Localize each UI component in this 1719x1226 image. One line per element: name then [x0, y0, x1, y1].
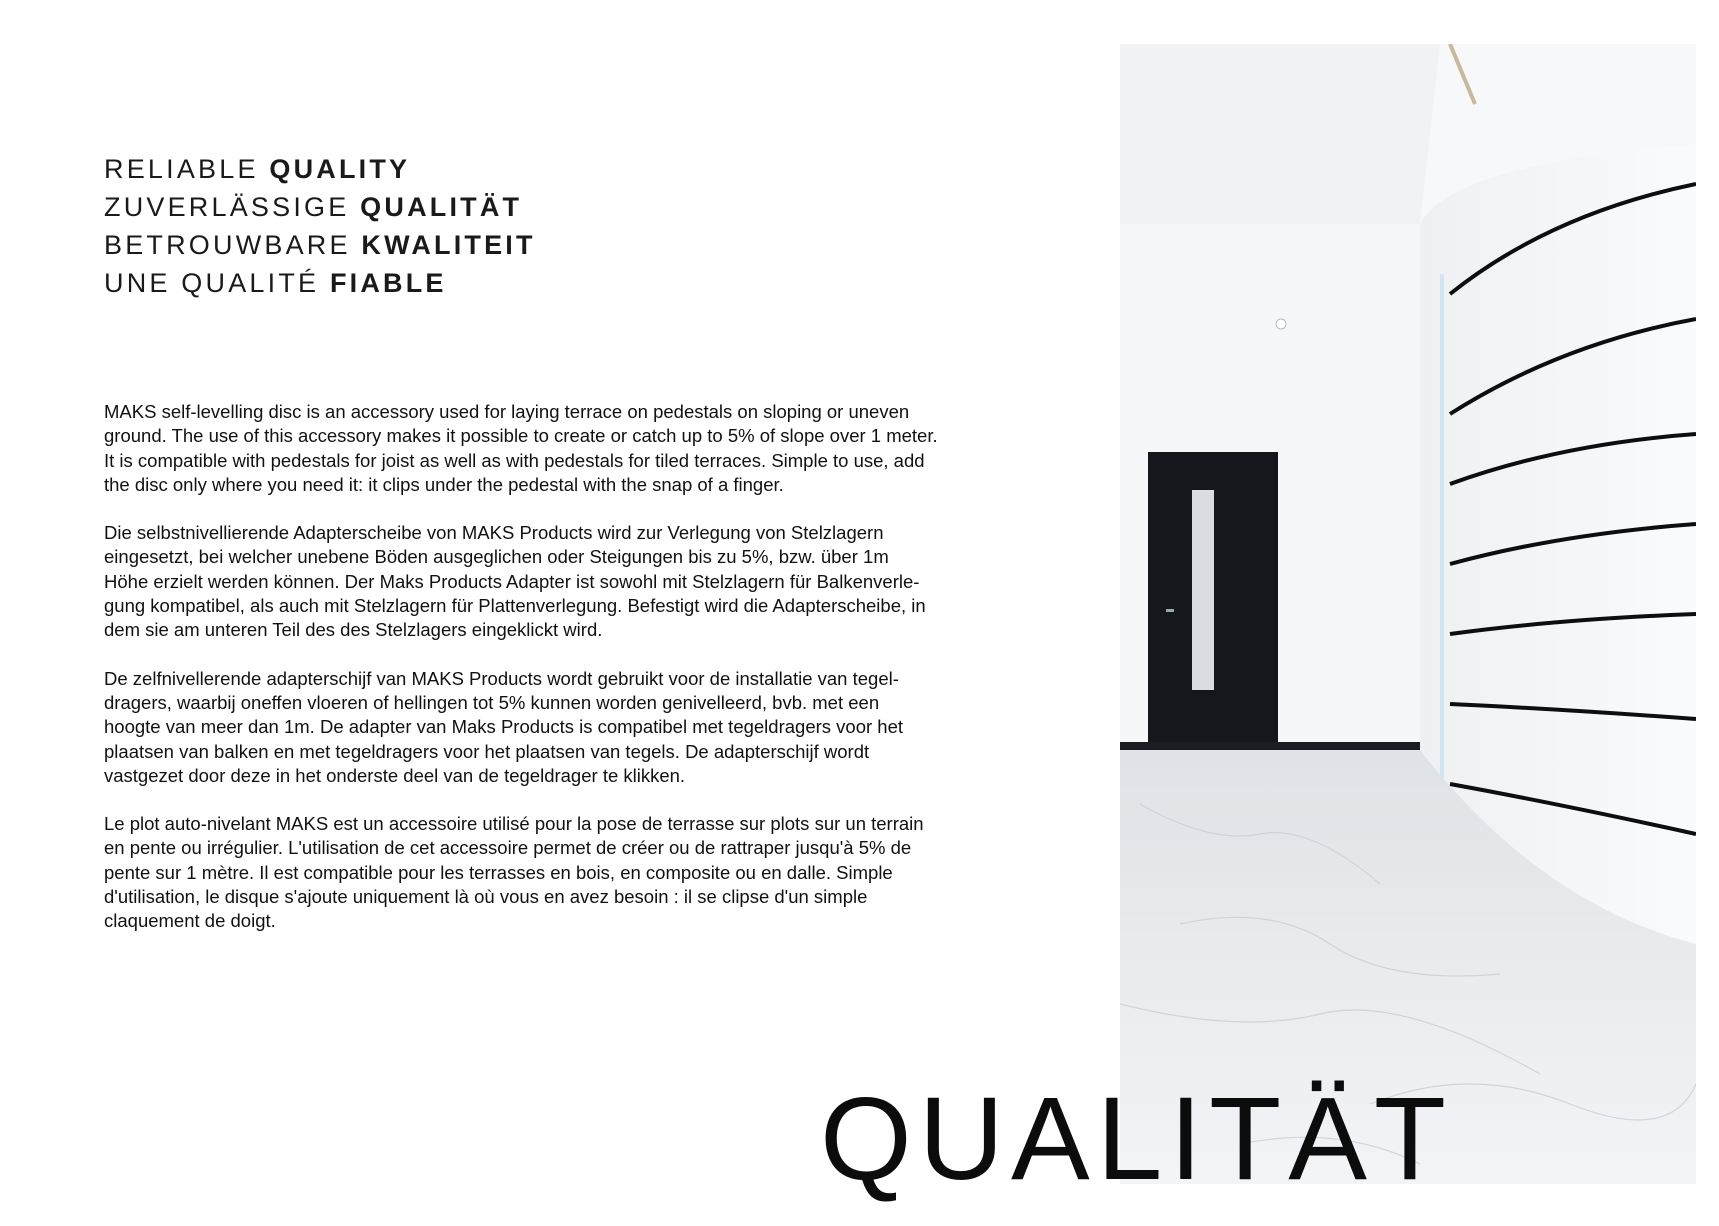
paragraph-en: MAKS self-levelling disc is an accessory used for laying terrace on pedestals on sloping or uneven ground. The use of this accessory makes it possible to create or catch up to 5% of slope over 1 meter. It is compatible with pedestals for joist as well as with pedestals for tiled terraces. Simple to use, add the disc only where you need it: it clips under the pedestal with the snap of a finger. [104, 401, 938, 495]
heading-bold-text: FIABLE [329, 268, 447, 298]
paragraph-fr: Le plot auto-nivelant MAKS est un accessoire utilisé pour la pose de terrasse sur plots sur un terrain en pente ou irrégulier. L'utilisation de cet accessoire permet de créer ou de rattraper jusqu'à 5% de pente sur 1 mètre. Il est compatible pour les terrasses en bois, en composite ou en dalle. Simple d'utilisation, le disque s'ajoute uniquement là où vous en avez besoin : il se clipse d'un simple claquement de doigt. [104, 813, 924, 932]
heading-light-text: UNE QUALITÉ [104, 268, 330, 298]
heading-line-fr [104, 264, 536, 302]
big-title-word: QUALITÄT [820, 1073, 1453, 1205]
heading-line-en [104, 150, 536, 188]
heading-line-de [104, 188, 536, 226]
heading-line-nl [104, 226, 536, 264]
heading-bold-text: QUALITY [269, 154, 411, 184]
heading-bold-text: KWALITEIT [361, 230, 536, 260]
interior-photo [1120, 44, 1696, 1184]
heading-light-text: ZUVERLÄSSIGE [104, 192, 361, 222]
description-text [104, 400, 1044, 958]
heading-bold-text: QUALITÄT [360, 192, 523, 222]
multilingual-heading [104, 150, 536, 302]
heading-light-text: RELIABLE [104, 154, 270, 184]
paragraph-nl: De zelfnivellerende adapterschijf van MAKS Products wordt gebruikt voor de installatie van tegel- dragers, waarbij oneffen vloeren of hellingen tot 5% kunnen worden genivelleerd, bvb. met een hoogte van meer dan 1m. De adapter van Maks Products is compatibel met tegeldragers voor het plaatsen van balken en met tegeldragers voor het plaatsen van tegels. De adapterschijf wordt vastgezet door deze in het onderste deel van de tegeldrager te klikken. [104, 667, 904, 786]
paragraph-de: Die selbstnivellierende Adapterscheibe von MAKS Products wird zur Verlegung von Stelzlagern eingesetzt, bei welcher unebene Böden ausgeglichen oder Steigungen bis zu 5%, bzw. über 1m Höhe erzielt werden können. Der Maks Products Adapter ist sowohl mit Stelzlagern für Balkenverle- gung kompatibel, als auch mit Stelzlagern für Plattenverlegung. Befestigt wird die Adapterscheibe, in dem sie am unteren Teil des des Stelzlagers eingeklickt wird. [104, 522, 926, 641]
heading-light-text: BETROUWBARE [104, 230, 362, 260]
